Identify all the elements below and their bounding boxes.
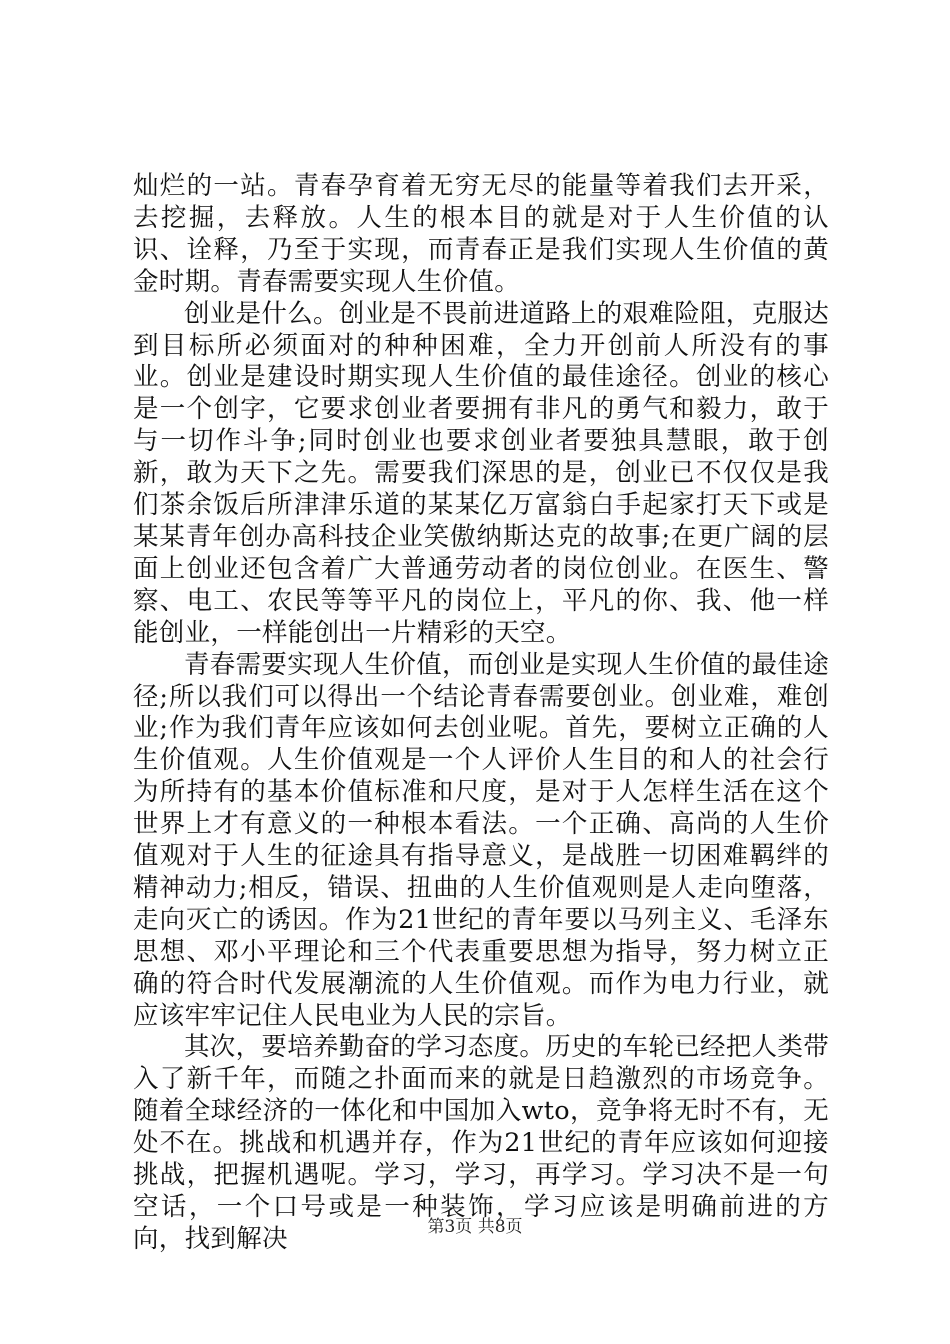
paragraph-continuation: 灿烂的一站。青春孕育着无穷无尽的能量等着我们去开采，去挖掘，去释放。人生的根本目的就是对于人生价值的认识、诠释，乃至于实现，而青春正是我们实现人生价值的黄金时期。青春需要实现人生价值。 bbox=[133, 171, 829, 297]
document-body bbox=[133, 171, 829, 1256]
page-number-footer: 第3页 共8页 bbox=[427, 1217, 523, 1237]
paragraph-study: 其次，要培养勤奋的学习态度。历史的车轮已经把人类带入了新千年，而随之扑面而来的就是日趋激烈的市场竞争。随着全球经济的一体化和中国加入wto，竞争将无时不有，无处不在。挑战和机遇并存，作为21世纪的青年应该如何迎接挑战，把握机遇呢。学习，学习，再学习。学习决不是一句空话，一个口号或是一种装饰，学习应该是明确前进的方向，找到解决 bbox=[133, 1032, 830, 1254]
paragraph-values: 青春需要实现人生价值，而创业是实现人生价值的最佳途径;所以我们可以得出一个结论青春需要创业。创业难，难创业;作为我们青年应该如何去创业呢。首先，要树立正确的人生价值观。人生价值观是一个人评价人生目的和人的社会行为所持有的基本价值标准和尺度，是对于人怎样生活在这个世界上才有意义的一种根本看法。一个正确、高尚的人生价值观对于人生的征途具有指导意义，是战胜一切困难羁绊的精神动力;相反，错误、扭曲的人生价值观则是人走向堕落，走向灭亡的诱因。作为21世纪的青年要以马列主义、毛泽东思想、邓小平理论和三个代表重要思想为指导，努力树立正确的符合时代发展潮流的人生价值观。而作为电力行业，就应该牢牢记住人民电业为人民的宗旨。 bbox=[133, 649, 830, 1031]
paragraph-entrepreneurship: 创业是什么。创业是不畏前进道路上的艰难险阻，克服达到目标所必须面对的种种困难，全力开创前人所没有的事业。创业是建设时期实现人生价值的最佳途径。创业的核心是一个创字，它要求创业者要拥有非凡的勇气和毅力，敢于与一切作斗争;同时创业也要求创业者要独具慧眼，敢于创新，敢为天下之先。需要我们深思的是，创业已不仅仅是我们茶余饭后所津津乐道的某某亿万富翁白手起家打天下或是某某青年创办高科技企业笑傲纳斯达克的故事;在更广阔的层面上创业还包含着广大普通劳动者的岗位创业。在医生、警察、电工、农民等等平凡的岗位上，平凡的你、我、他一样能创业，一样能创出一片精彩的天空。 bbox=[133, 298, 830, 648]
